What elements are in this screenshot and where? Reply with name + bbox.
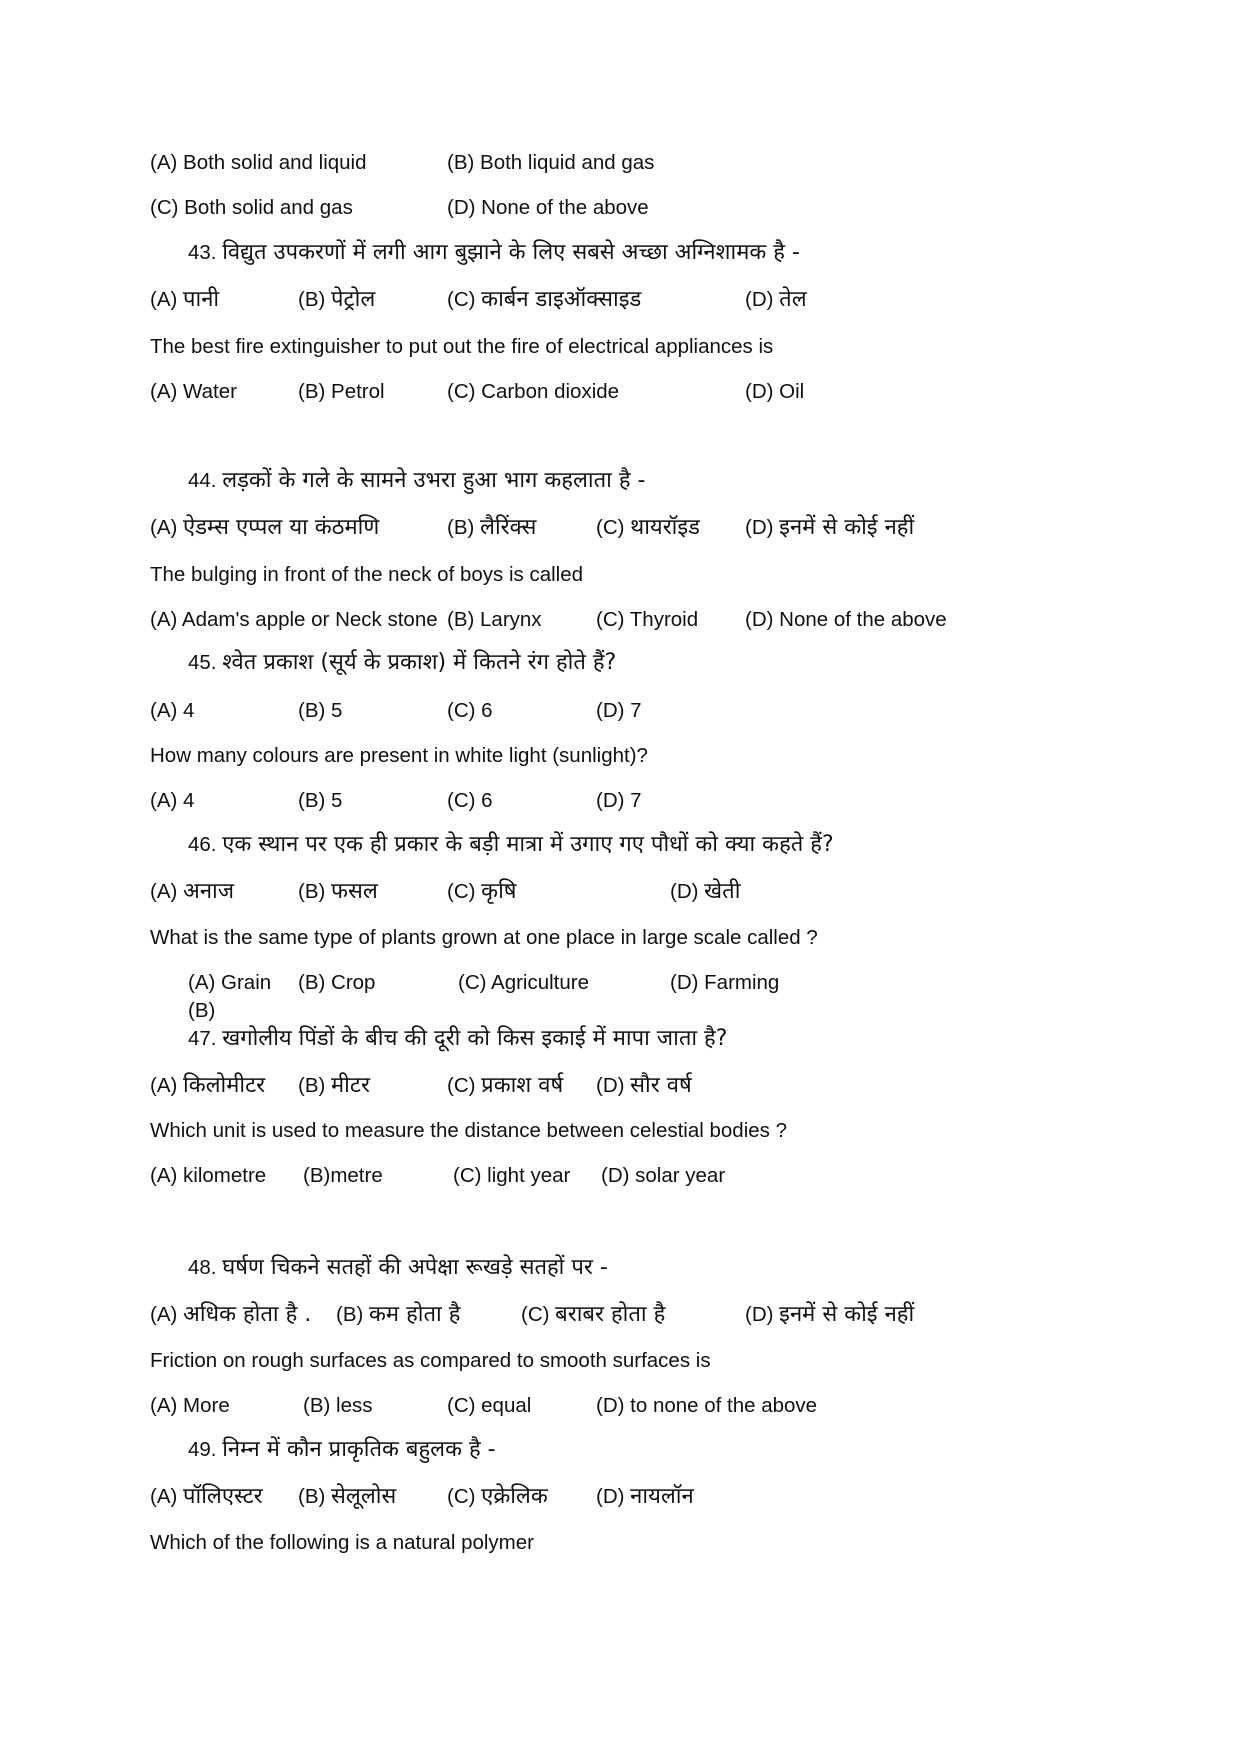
option-c: बराबर होता है bbox=[555, 1302, 666, 1327]
option-d: (D) 7 bbox=[596, 699, 642, 722]
option-d: इनमें से कोई नहीं bbox=[779, 1302, 915, 1327]
option-b: (B)metre bbox=[303, 1164, 383, 1187]
option-b: लैरिंक्स bbox=[480, 515, 537, 540]
question-43-english: The best fire extinguisher to put out the fire of electrical appliances is bbox=[150, 335, 774, 358]
option-d-label: (D) bbox=[596, 1074, 625, 1097]
option-d-label: (D) bbox=[745, 1303, 774, 1326]
question-44-hindi bbox=[188, 468, 645, 494]
question-49-english: Which of the following is a natural polymer bbox=[150, 1531, 534, 1554]
option-a: (A) Water bbox=[150, 380, 237, 403]
option-a: (A) More bbox=[150, 1394, 230, 1417]
option-d: खेती bbox=[704, 879, 741, 904]
option-c: कार्बन डाइऑक्साइड bbox=[481, 287, 642, 312]
question-47-english: Which unit is used to measure the distance between celestial bodies ? bbox=[150, 1119, 788, 1142]
option-b-label: (B) bbox=[298, 1074, 326, 1097]
option-d: सौर वर्ष bbox=[630, 1073, 692, 1098]
option-d-label: (D) bbox=[596, 1485, 625, 1508]
option-c: (C) Agriculture bbox=[458, 971, 590, 994]
option-a-label: (A) bbox=[150, 288, 178, 311]
option-a: (A) kilometre bbox=[150, 1164, 267, 1187]
option-c-label: (C) bbox=[596, 516, 625, 539]
question-text-hindi: श्वेत प्रकाश (सूर्य के प्रकाश) में कितने रंग होते हैं? bbox=[222, 650, 617, 675]
option-a-label: (A) bbox=[150, 1074, 178, 1097]
option-b: (B) Crop bbox=[298, 971, 376, 994]
question-text-hindi: निम्न में कौन प्राकृतिक बहुलक है - bbox=[222, 1437, 496, 1462]
option-d: (D) to none of the above bbox=[596, 1394, 818, 1417]
option-a: (A) 4 bbox=[150, 699, 195, 722]
option-b: कम होता है bbox=[369, 1302, 461, 1327]
option-d-label: (D) bbox=[745, 288, 774, 311]
option-c: (C) Thyroid bbox=[596, 608, 699, 631]
option-b-label: (B) bbox=[336, 1303, 364, 1326]
option-c: (C) 6 bbox=[447, 789, 493, 812]
question-number: 49. bbox=[188, 1438, 217, 1461]
option-c: एक्रेलिक bbox=[481, 1484, 548, 1509]
question-text-hindi: एक स्थान पर एक ही प्रकार के बड़ी मात्रा में उगाए गए पौधों को क्या कहते हैं? bbox=[222, 832, 834, 857]
option-a: अनाज bbox=[183, 879, 235, 904]
option-c-label: (C) bbox=[447, 1485, 476, 1508]
question-46-english: What is the same type of plants grown at one place in large scale called ? bbox=[150, 926, 818, 949]
question-text-hindi: लड़कों के गले के सामने उभरा हुआ भाग कहलाता है - bbox=[222, 468, 646, 493]
question-49-hindi bbox=[188, 1437, 496, 1463]
option-c: (C) Both solid and gas bbox=[150, 196, 353, 219]
option-c: (C) Carbon dioxide bbox=[447, 380, 620, 403]
option-a-label: (A) bbox=[150, 880, 178, 903]
option-d-label: (D) bbox=[670, 880, 699, 903]
option-d: इनमें से कोई नहीं bbox=[779, 515, 915, 540]
option-a-label: (A) bbox=[150, 1303, 178, 1326]
option-b-label: (B) bbox=[298, 1485, 326, 1508]
option-d: (D) None of the above bbox=[447, 196, 649, 219]
option-a: (A) Both solid and liquid bbox=[150, 151, 367, 174]
option-c-label: (C) bbox=[521, 1303, 550, 1326]
option-b: (B) Both liquid and gas bbox=[447, 151, 655, 174]
option-d: (D) Farming bbox=[670, 971, 780, 994]
question-44-english: The bulging in front of the neck of boys is called bbox=[150, 563, 584, 586]
option-b: मीटर bbox=[331, 1073, 370, 1098]
option-b: सेलूलोस bbox=[331, 1484, 397, 1509]
question-text-hindi: खगोलीय पिंडों के बीच की दूरी को किस इकाई में मापा जाता है? bbox=[222, 1026, 728, 1051]
option-b: (B) Petrol bbox=[298, 380, 385, 403]
option-b: फसल bbox=[331, 879, 378, 904]
option-c: थायरॉइड bbox=[630, 515, 700, 540]
question-number: 48. bbox=[188, 1256, 217, 1279]
option-d: नायलॉन bbox=[630, 1484, 694, 1509]
question-text-hindi: विद्युत उपकरणों में लगी आग बुझाने के लिए सबसे अच्छा अग्निशामक है - bbox=[222, 240, 800, 265]
option-c-label: (C) bbox=[447, 880, 476, 903]
question-number: 43. bbox=[188, 241, 217, 264]
option-a: अधिक होता है . bbox=[183, 1302, 312, 1327]
option-a: पानी bbox=[183, 287, 220, 312]
question-number: 46. bbox=[188, 833, 217, 856]
option-b: (B) Larynx bbox=[447, 608, 542, 631]
question-43-hindi bbox=[188, 240, 800, 266]
question-number: 44. bbox=[188, 469, 217, 492]
option-a: (A) 4 bbox=[150, 789, 195, 812]
question-47-hindi bbox=[188, 1026, 727, 1052]
option-c-label: (C) bbox=[447, 1074, 476, 1097]
question-number: 45. bbox=[188, 651, 217, 674]
option-b-label: (B) bbox=[298, 880, 326, 903]
option-b: (B) 5 bbox=[298, 699, 343, 722]
option-a: (A) Grain bbox=[188, 971, 272, 994]
option-b: (B) less bbox=[303, 1394, 373, 1417]
option-b-label: (B) bbox=[298, 288, 326, 311]
option-d-label: (D) bbox=[745, 516, 774, 539]
answer-mark: (B) bbox=[188, 999, 216, 1022]
question-text-hindi: घर्षण चिकने सतहों की अपेक्षा रूखड़े सतहों पर - bbox=[222, 1255, 608, 1280]
option-c: कृषि bbox=[481, 879, 517, 904]
option-d: (D) solar year bbox=[601, 1164, 726, 1187]
option-d: तेल bbox=[779, 287, 807, 312]
option-a: किलोमीटर bbox=[183, 1073, 266, 1098]
option-a-label: (A) bbox=[150, 1485, 178, 1508]
option-c: (C) light year bbox=[453, 1164, 571, 1187]
question-48-english: Friction on rough surfaces as compared to smooth surfaces is bbox=[150, 1349, 711, 1372]
option-b: पेट्रोल bbox=[331, 287, 376, 312]
question-46-hindi bbox=[188, 832, 834, 858]
option-a: ऐडम्स एप्पल या कंठमणि bbox=[183, 515, 380, 540]
question-48-hindi bbox=[188, 1255, 608, 1281]
option-d: (D) Oil bbox=[745, 380, 805, 403]
option-c: (C) equal bbox=[447, 1394, 532, 1417]
question-45-english: How many colours are present in white light (sunlight)? bbox=[150, 744, 648, 767]
option-a: पॉलिएस्टर bbox=[183, 1484, 263, 1509]
option-d: (D) None of the above bbox=[745, 608, 947, 631]
option-a: (A) Adam's apple or Neck stone bbox=[150, 608, 438, 631]
question-number: 47. bbox=[188, 1027, 217, 1050]
option-d: (D) 7 bbox=[596, 789, 642, 812]
option-c: (C) 6 bbox=[447, 699, 493, 722]
question-45-hindi bbox=[188, 650, 616, 676]
option-a-label: (A) bbox=[150, 516, 178, 539]
option-b-label: (B) bbox=[447, 516, 475, 539]
option-c-label: (C) bbox=[447, 288, 476, 311]
option-c: प्रकाश वर्ष bbox=[481, 1073, 564, 1098]
option-b: (B) 5 bbox=[298, 789, 343, 812]
